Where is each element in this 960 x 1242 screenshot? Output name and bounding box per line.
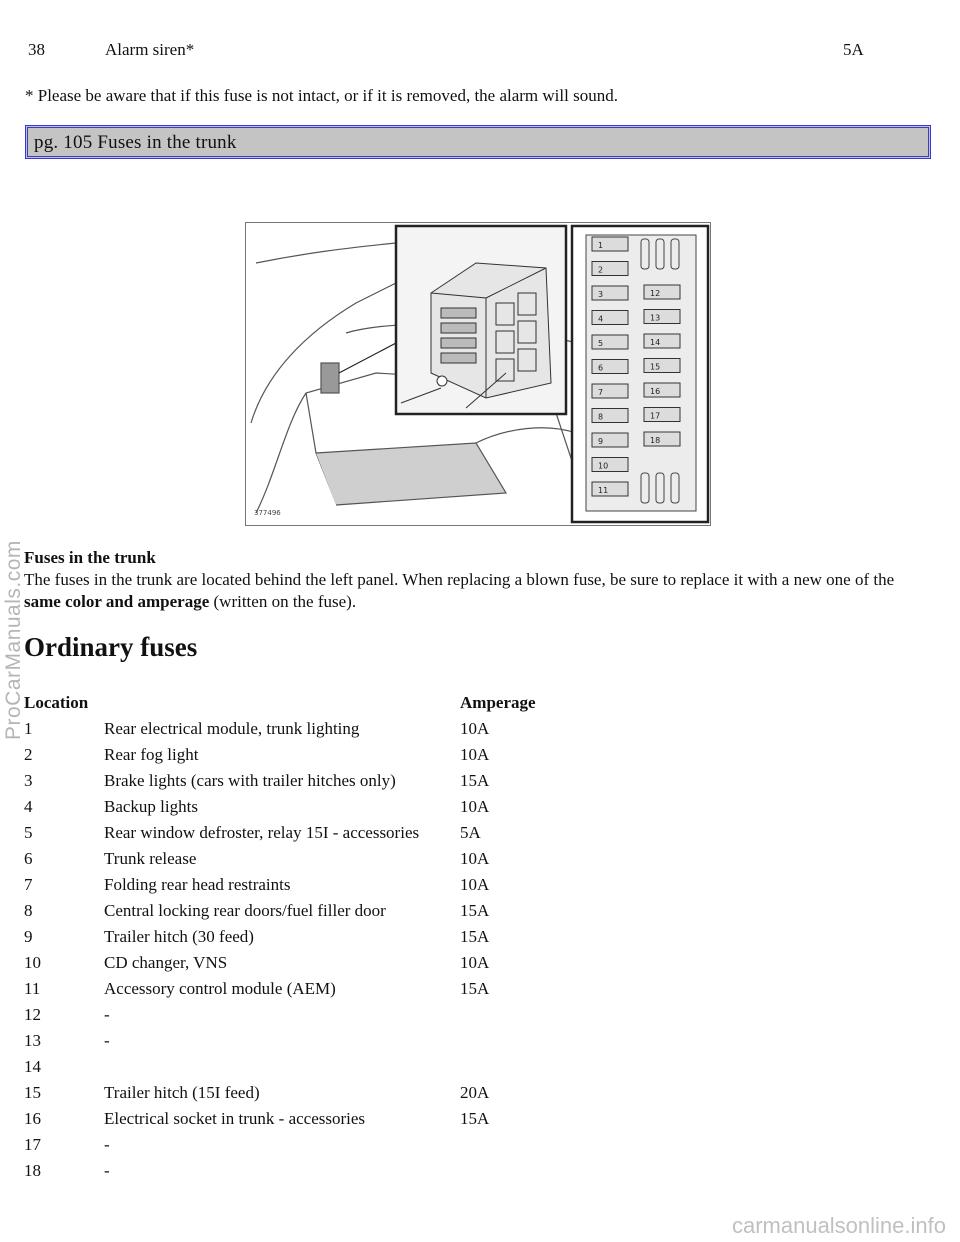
fuse-location: 9	[24, 927, 33, 946]
fuse-slot-label: 9	[598, 437, 604, 446]
fuse-function: Trailer hitch (30 feed)	[104, 927, 254, 946]
fuse-slot-17	[644, 408, 680, 422]
table-row	[24, 820, 536, 846]
fuse-slot-8	[592, 409, 628, 423]
fuse-amperage: 10A	[460, 875, 490, 894]
fuse-location: 4	[24, 797, 33, 816]
fuse-location: 2	[24, 745, 33, 764]
fuse-location: 11	[24, 979, 41, 998]
figure-code: 377496	[254, 509, 281, 517]
fuse-function: -	[104, 1135, 110, 1154]
fuse-amperage: 15A	[460, 771, 490, 790]
fuse-location: 7	[24, 875, 33, 894]
fuse-function: Accessory control module (AEM)	[104, 979, 336, 998]
fuse-slot-11	[592, 482, 628, 496]
header-location: Location	[24, 693, 89, 712]
fuse-slot-3	[592, 286, 628, 300]
table-row	[24, 846, 536, 872]
fuse-slot-label: 13	[650, 313, 661, 323]
fuse-amperage	[460, 1054, 536, 1080]
fuse-slot-6	[592, 360, 628, 374]
header-amperage: Amperage	[460, 693, 536, 712]
table-row	[24, 1158, 536, 1184]
fuse-function: -	[104, 1161, 110, 1180]
fuse-function: Backup lights	[104, 797, 198, 816]
fuse-slot-label: 4	[598, 314, 604, 324]
fuse-location: 10	[24, 953, 41, 972]
fuse-slot-label: 16	[650, 387, 661, 396]
fuse-amperage: 15A	[460, 901, 490, 920]
caption-text-1: The fuses in the trunk are located behind the left panel. When replacing a blown fuse, be sure to replace it with a new one of the	[24, 570, 895, 589]
fuse-function: Rear electrical module, trunk lighting	[104, 719, 360, 738]
fuse-function: Electrical socket in trunk - accessories	[104, 1109, 366, 1128]
fuse-amperage	[460, 1132, 536, 1158]
table-row	[24, 742, 536, 768]
fuse-slot-7	[592, 384, 628, 398]
fuse-slot-label: 3	[598, 290, 604, 299]
fuse-slot-label: 18	[650, 436, 661, 445]
fuse-amperage: 5A	[460, 823, 481, 842]
fuse-location: 8	[24, 901, 33, 920]
fuse-layout-panel	[572, 226, 708, 522]
fuse-function: Rear window defroster, relay 15I - accessories	[104, 823, 420, 842]
fuse-slot-label: 2	[598, 265, 604, 275]
fuse-slot-5	[592, 335, 628, 349]
fuse-slot-label: 5	[598, 339, 604, 348]
table-row	[24, 898, 536, 924]
fuse-slot-label: 10	[598, 461, 609, 471]
fuse-location: 15	[24, 1083, 41, 1102]
fuse-location: 1	[24, 719, 33, 738]
fuse-amperage: 10A	[460, 745, 490, 764]
table-row	[24, 768, 536, 794]
table-row	[24, 1132, 536, 1158]
fuse-amperage	[460, 1028, 536, 1054]
bottom-watermark: carmanualsonline.info	[731, 1213, 946, 1238]
fuse-function: -	[104, 1005, 110, 1024]
fuse-slot-9	[592, 433, 628, 447]
fuse-slot-label: 11	[598, 486, 609, 495]
side-watermark: ProCarManuals.com	[2, 540, 25, 740]
fuse-location: 18	[24, 1161, 41, 1180]
fuse-slot-15	[644, 359, 680, 373]
fuse-amperage	[460, 1158, 536, 1184]
fuse-amperage	[460, 1002, 536, 1028]
fuse-amperage: 10A	[460, 719, 490, 738]
fusebox-inset	[396, 226, 566, 414]
fuse-amperage: 10A	[460, 953, 490, 972]
caption-bold-text: same color and amperage	[24, 592, 210, 611]
table-row	[24, 1054, 536, 1080]
fuse-slot-18	[644, 432, 680, 446]
trunk-fuse-diagram	[246, 223, 710, 525]
section-heading: Ordinary fuses	[24, 632, 198, 662]
fuse-amperage: 10A	[460, 797, 490, 816]
fuse-slot-10	[592, 458, 628, 472]
fuse-function: -	[104, 1031, 110, 1050]
fuse-function: Rear fog light	[104, 745, 199, 764]
fuse-function: Trailer hitch (15I feed)	[104, 1083, 260, 1102]
fuse-location: 5	[24, 823, 33, 842]
fuse-slot-label: 14	[650, 338, 661, 347]
prev-function: Alarm siren*	[105, 40, 195, 59]
fuse-slot-14	[644, 334, 680, 348]
table-row	[24, 794, 536, 820]
table-row	[24, 1028, 536, 1054]
table-row	[24, 950, 536, 976]
fuse-slot-label: 17	[650, 411, 661, 421]
table-row	[24, 716, 536, 742]
fuse-location: 14	[24, 1057, 41, 1076]
table-row	[24, 872, 536, 898]
fuse-amperage: 10A	[460, 849, 490, 868]
fuse-location: 17	[24, 1135, 41, 1154]
section-header	[25, 125, 931, 159]
fuse-location: 12	[24, 1005, 41, 1024]
fuse-slot-12	[644, 285, 680, 299]
alarm-note: * Please be aware that if this fuse is not intact, or if it is removed, the alarm will sound.	[25, 86, 618, 105]
fuse-function: CD changer, VNS	[104, 953, 228, 972]
fuse-function: Central locking rear doors/fuel filler door	[104, 901, 386, 920]
prev-location: 38	[28, 40, 45, 59]
fuse-location: 3	[24, 771, 33, 790]
fuse-slot-1	[592, 237, 628, 251]
fuse-function: Brake lights (cars with trailer hitches only)	[104, 771, 396, 790]
table-row	[24, 1106, 536, 1132]
fuse-location: 6	[24, 849, 33, 868]
table-row	[24, 976, 536, 1002]
fuse-function	[104, 1054, 460, 1080]
fuse-function: Trunk release	[104, 849, 197, 868]
left-fuse-column	[592, 237, 628, 496]
section-title: pg. 105 Fuses in the trunk	[34, 132, 237, 153]
right-fuse-column	[644, 285, 680, 446]
fuse-amperage: 15A	[460, 979, 490, 998]
fuse-box-illustration	[245, 222, 711, 526]
fuse-table	[24, 690, 536, 1184]
fuse-slot-label: 7	[598, 388, 604, 397]
fuse-location: 13	[24, 1031, 41, 1050]
fuse-slot-label: 15	[650, 362, 661, 372]
fuse-amperage: 15A	[460, 1109, 490, 1128]
previous-fuse-row	[28, 40, 928, 64]
fuse-location: 16	[24, 1109, 41, 1128]
fuse-amperage: 20A	[460, 1083, 490, 1102]
caption-title: Fuses in the trunk	[24, 548, 156, 567]
fuse-slot-2	[592, 262, 628, 276]
table-row	[24, 924, 536, 950]
fuse-slot-label: 1	[598, 241, 604, 250]
fuse-slot-label: 12	[650, 289, 661, 298]
table-header-row	[24, 690, 536, 716]
fuse-slot-4	[592, 311, 628, 325]
fuse-slot-13	[644, 310, 680, 324]
fuse-slot-16	[644, 383, 680, 397]
table-row	[24, 1080, 536, 1106]
fuse-function: Folding rear head restraints	[104, 875, 291, 894]
table-row	[24, 1002, 536, 1028]
fuse-slot-label: 8	[598, 412, 604, 422]
fuse-amperage: 15A	[460, 927, 490, 946]
fuse-slot-label: 6	[598, 363, 604, 373]
prev-amperage: 5A	[843, 40, 864, 59]
caption-body	[24, 569, 934, 613]
header-function	[104, 690, 460, 716]
caption-text-2: (written on the fuse).	[209, 592, 357, 611]
